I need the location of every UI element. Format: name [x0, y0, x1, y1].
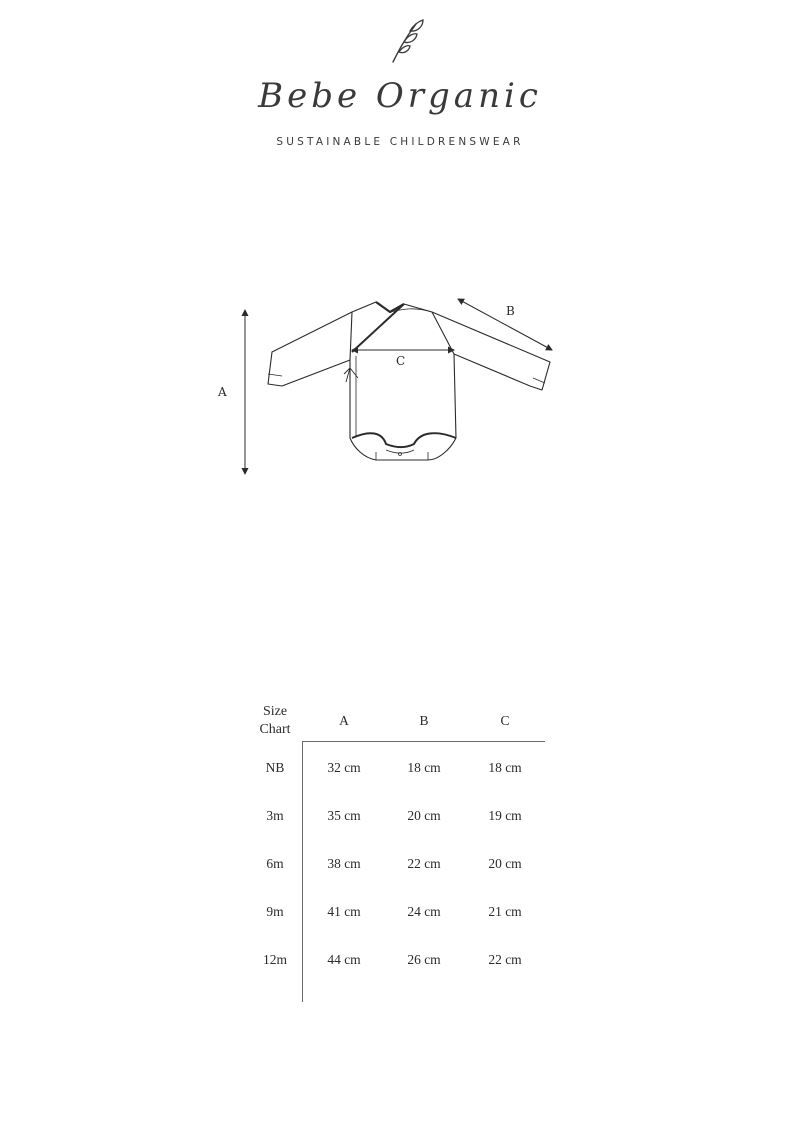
row-value-c: 20 cm: [488, 856, 522, 871]
bodysuit-diagram: [200, 290, 580, 490]
row-size-label: 6m: [266, 856, 284, 871]
row-value-b: 24 cm: [407, 904, 441, 919]
row-value-b: 20 cm: [407, 808, 441, 823]
row-size-label: NB: [265, 760, 285, 775]
row-value-c: 19 cm: [488, 808, 522, 823]
dimension-b-label: B: [506, 304, 515, 318]
column-header-a: A: [339, 713, 349, 728]
row-size-label: 9m: [266, 904, 284, 919]
row-size-label: 12m: [262, 952, 287, 967]
size-chart-title: [248, 703, 302, 739]
size-chart-title-line1: Size: [262, 704, 288, 719]
row-value-a: 32 cm: [327, 760, 361, 775]
brand-name: Bebe Organic: [258, 76, 542, 116]
dimension-a-label: A: [218, 385, 227, 399]
row-value-b: 22 cm: [407, 856, 441, 871]
row-value-a: 35 cm: [327, 808, 361, 823]
brand-tagline: SUSTAINABLE CHILDRENSWEAR: [276, 136, 524, 148]
column-header-b: B: [419, 713, 429, 728]
leaf-logo-icon: [390, 18, 426, 64]
row-size-label: 3m: [266, 808, 284, 823]
column-header-c: C: [500, 713, 510, 728]
size-chart-table: [244, 700, 556, 1002]
dimension-c-label: C: [396, 354, 406, 368]
row-value-b: 26 cm: [407, 952, 441, 967]
row-value-a: 38 cm: [327, 856, 361, 871]
right-sleeve: [432, 312, 550, 390]
size-chart-title-line2: Chart: [259, 722, 291, 737]
row-value-a: 44 cm: [327, 952, 361, 967]
body-outline: [350, 302, 456, 460]
left-sleeve: [268, 312, 352, 386]
row-value-c: 21 cm: [488, 904, 522, 919]
row-value-b: 18 cm: [407, 760, 441, 775]
table-vertical-rule: [302, 741, 303, 1002]
row-value-c: 22 cm: [488, 952, 522, 967]
row-value-c: 18 cm: [488, 760, 522, 775]
row-value-a: 41 cm: [327, 904, 361, 919]
table-horizontal-rule: [302, 741, 545, 742]
